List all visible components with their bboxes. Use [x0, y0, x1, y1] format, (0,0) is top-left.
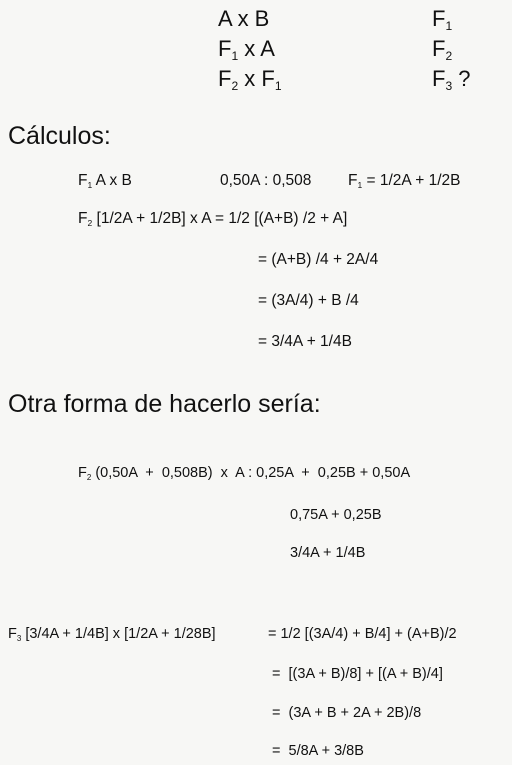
otra-line1-label: F [78, 465, 87, 481]
cross-row-1-left [218, 8, 269, 30]
f3-label-sub: 3 [16, 633, 22, 643]
calculos-line1-result [348, 173, 460, 189]
calculos-line1-result-post: = 1/2A + 1/2B [362, 172, 461, 189]
cross-row-2-left-sub: 1 [231, 49, 239, 64]
calculos-line1-label-sub: 1 [87, 179, 93, 190]
otra-line1 [78, 466, 410, 481]
otra-line1-expr: (0,50A + 0,508B) x A : 0,25A + 0,25B + 0,50A [91, 465, 411, 481]
cross-row-3-right-sub: 3 [445, 79, 453, 94]
otra-heading: Otra forma de hacerlo sería: [8, 390, 321, 418]
calculos-step-2: = (3A/4) + B /4 [258, 292, 359, 309]
cross-row-3-left-text: F [218, 66, 232, 91]
calculos-line1-result-sub: 1 [357, 179, 363, 190]
calculos-line1-label-text: F [78, 172, 88, 189]
calculos-line1-label [78, 173, 132, 189]
f3-label: F [8, 626, 17, 642]
cross-row-3-left [218, 66, 282, 94]
calculos-line2-label: F [78, 210, 88, 227]
otra-step-2: 3/4A + 1/4B [290, 545, 366, 561]
cross-row-2-left-text: F [218, 36, 232, 61]
otra-step-1: 0,75A + 0,25B [290, 507, 382, 523]
f3-expr: [3/4A + 1/4B] x [1/2A + 1/28B] [21, 626, 216, 642]
f3-step-2: = (3A + B + 2A + 2B)/8 [272, 705, 422, 721]
calculos-line1-ratio: 0,50A : 0,508 [220, 172, 312, 189]
cross-row-2-right [432, 36, 453, 64]
cross-row-2-left [218, 36, 275, 64]
calculos-line2 [78, 211, 347, 227]
cross-row-1-right-sub: 1 [445, 19, 453, 34]
f3-eq1: = 1/2 [(3A/4) + B/4] + (A+B)/2 [268, 626, 457, 642]
calculos-step-1: = (A+B) /4 + 2A/4 [258, 251, 379, 268]
cross-row-1-right [432, 6, 453, 34]
cross-row-2-right-text: F [432, 36, 446, 61]
f3-step-1: = [(3A + B)/8] + [(A + B)/4] [272, 666, 443, 682]
calculos-line1-label-post: A x B [92, 172, 132, 189]
cross-row-3-right-text: F [432, 66, 446, 91]
cross-row-2-right-sub: 2 [445, 49, 453, 64]
f3-line1 [8, 627, 216, 642]
calculos-heading: Cálculos: [8, 122, 111, 150]
cross-row-3-left-sub2: 1 [274, 79, 282, 94]
cross-row-2-left-post: x A [238, 36, 275, 61]
cross-row-1-right-text: F [432, 6, 446, 31]
f3-step-3: = 5/8A + 3/8B [272, 743, 364, 759]
cross-row-3-left-post: x F [238, 66, 275, 91]
cross-row-3-left-sub: 2 [231, 79, 239, 94]
cross-row-3-right-post: ? [452, 66, 471, 91]
calculos-line2-label-sub: 2 [87, 217, 93, 228]
cross-row-1-left-text: A x B [218, 6, 270, 31]
calculos-step-3: = 3/4A + 1/4B [258, 333, 352, 350]
calculos-line1-result-pre: F [348, 172, 358, 189]
cross-row-3-right [432, 66, 471, 94]
calculos-line2-expr: [1/2A + 1/2B] x A = 1/2 [(A+B) /2 + A] [92, 210, 348, 227]
otra-line1-label-sub: 2 [86, 472, 92, 482]
